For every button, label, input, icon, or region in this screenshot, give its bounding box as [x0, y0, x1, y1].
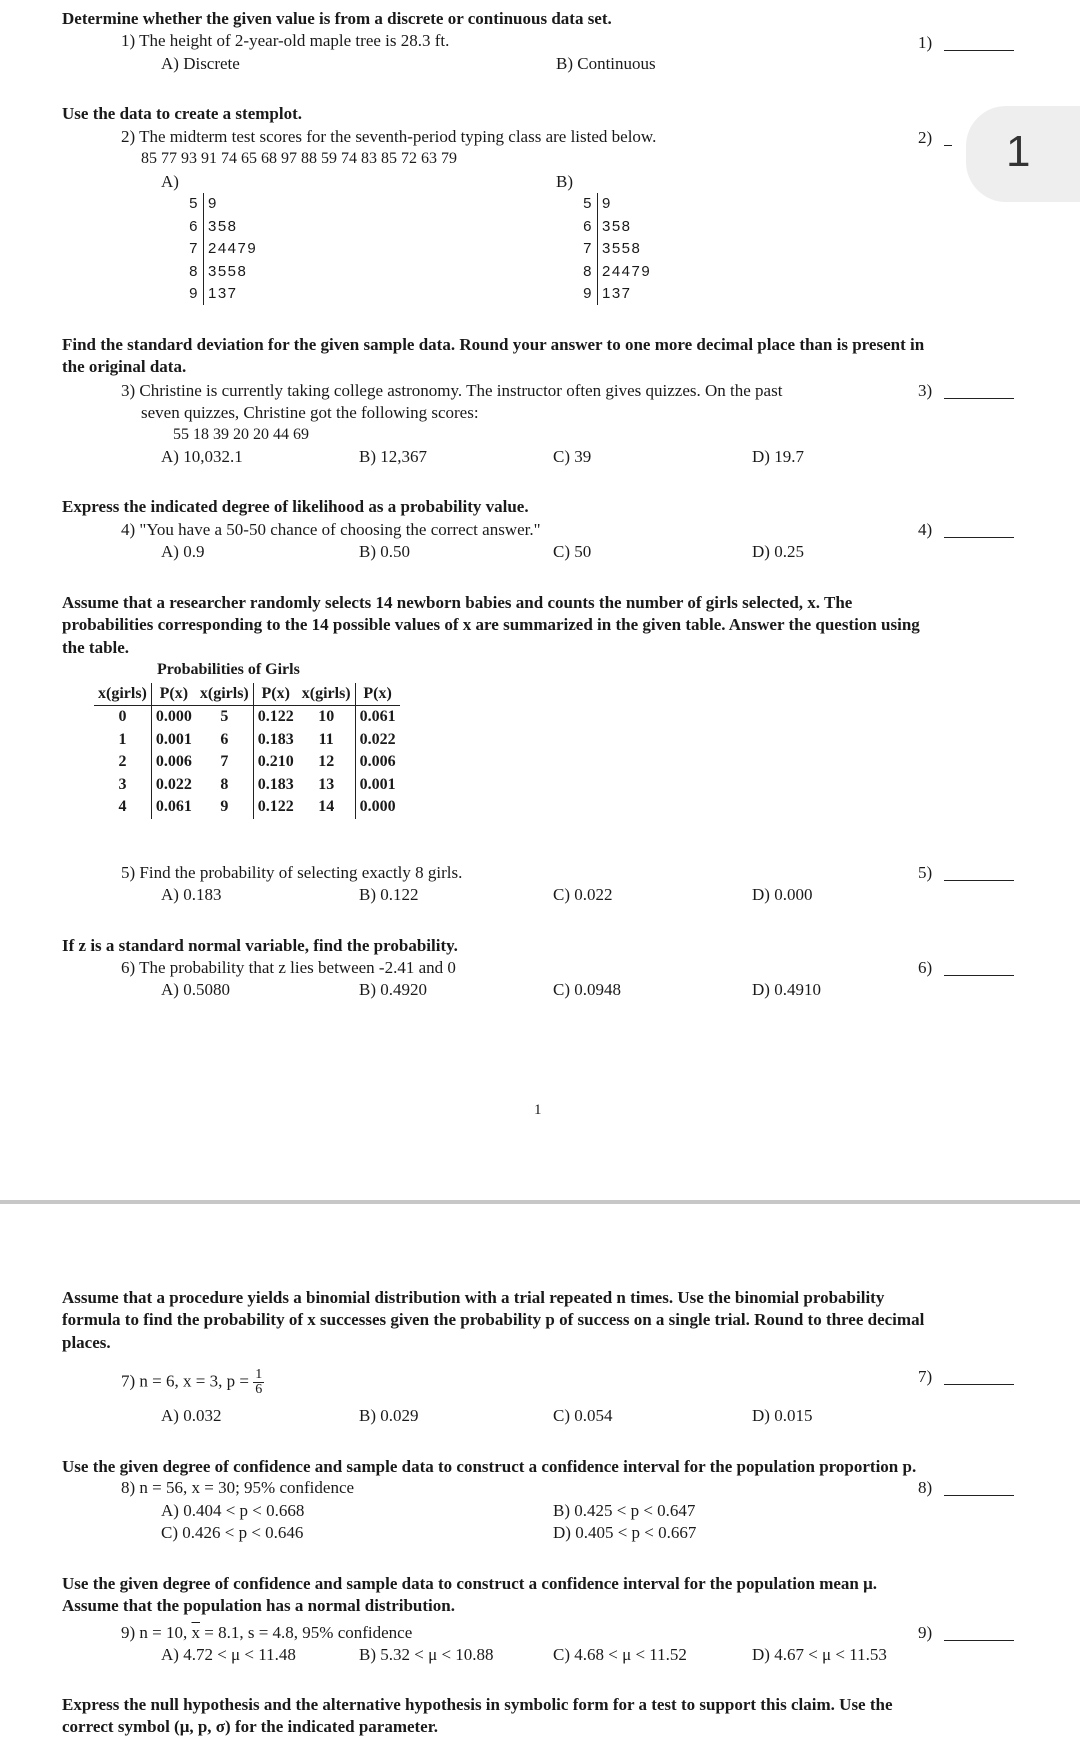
q9-option-d[interactable]: D) 4.67 < μ < 11.53 — [752, 1645, 887, 1664]
page-indicator-number: 1 — [1006, 127, 1031, 176]
q1-option-a[interactable]: A) Discrete — [161, 54, 240, 73]
stemplot-a — [186, 193, 306, 306]
stem: 8 — [189, 262, 199, 280]
q3-option-a[interactable]: A) 10,032.1 — [161, 447, 243, 466]
table-row — [94, 706, 400, 729]
header-cell: x(girls) — [94, 683, 151, 706]
q9-option-c[interactable]: C) 4.68 < μ < 11.52 — [553, 1645, 687, 1664]
header-cell: P(x) — [355, 683, 400, 706]
q3-text-line2: seven quizzes, Christine got the following scores: — [141, 403, 479, 422]
q3-instructions-line1: Find the standard deviation for the given sample data. Round your answer to one more decimal place than is present in — [62, 335, 925, 354]
leaves: 137 — [602, 285, 632, 302]
table-cell: 4 — [118, 798, 127, 816]
table-cell: 14 — [318, 798, 335, 816]
leaves: 358 — [602, 217, 632, 235]
q10-instructions-line2: correct symbol (μ, p, σ) for the indicated parameter. — [62, 1717, 438, 1736]
q8-option-b[interactable]: B) 0.425 < p < 0.647 — [553, 1501, 696, 1520]
table-cell: 0.122 — [253, 796, 298, 819]
table-cell: 10 — [318, 708, 335, 726]
leaves: 24479 — [208, 240, 258, 257]
table-cell: 9 — [220, 798, 229, 816]
q3-data: 55 18 39 20 20 44 69 — [173, 426, 309, 443]
stem: 5 — [189, 195, 199, 212]
q7-text — [121, 1368, 264, 1397]
q7-instructions-line3: places. — [62, 1333, 111, 1352]
page-indicator-badge — [966, 106, 1080, 202]
q1-number: 1) — [918, 33, 933, 52]
q7-option-a[interactable]: A) 0.032 — [161, 1406, 222, 1425]
q9-text-post: = 8.1, s = 4.8, 95% confidence — [200, 1623, 413, 1642]
q3-option-b[interactable]: B) 12,367 — [359, 447, 427, 466]
table-cell: 0.061 — [355, 706, 400, 729]
q2-text: 2) The midterm test scores for the seventh-period typing class are listed below. — [121, 127, 657, 146]
probability-table — [94, 683, 400, 819]
header-cell: x(girls) — [196, 683, 253, 706]
page-number: 1 — [534, 1102, 542, 1118]
table-cell: 0.001 — [355, 774, 400, 797]
stem: 9 — [583, 285, 593, 302]
table-cell: 13 — [318, 775, 335, 793]
q5-number: 5) — [918, 863, 933, 882]
q4-text: 4) "You have a 50-50 chance of choosing the correct answer." — [121, 520, 541, 539]
q9-instructions-line1: Use the given degree of confidence and sample data to construct a confidence interval for the population mean μ. — [62, 1574, 878, 1593]
q9-option-b[interactable]: B) 5.32 < μ < 10.88 — [359, 1645, 494, 1664]
q6-number: 6) — [918, 958, 933, 977]
q1-text: 1) The height of 2-year-old maple tree is 28.3 ft. — [121, 31, 450, 50]
q7-number: 7) — [918, 1367, 933, 1386]
q7-option-d[interactable]: D) 0.015 — [752, 1406, 813, 1425]
q2-number: 2) — [918, 128, 933, 147]
leaves: 24479 — [602, 262, 652, 280]
q3-answer-blank[interactable] — [944, 398, 1014, 399]
q2-instructions: Use the data to create a stemplot. — [62, 104, 302, 123]
table-cell: 12 — [318, 753, 335, 771]
q9-xbar: $\overline{x}$ — [191, 1623, 200, 1642]
table-cell: 6 — [220, 730, 229, 748]
header-cell: x(girls) — [298, 683, 355, 706]
q8-answer-blank[interactable] — [944, 1495, 1014, 1496]
q9-instructions-line2: Assume that the population has a normal distribution. — [62, 1596, 455, 1615]
table-cell: 0.122 — [253, 706, 298, 729]
q5-instructions-line2: probabilities corresponding to the 14 possible values of x are summarized in the given table. Answer the question using — [62, 615, 920, 634]
stem: 8 — [583, 262, 593, 280]
q6-option-a[interactable]: A) 0.5080 — [161, 980, 230, 999]
q5-option-a[interactable]: A) 0.183 — [161, 885, 222, 904]
q7-option-c[interactable]: C) 0.054 — [553, 1406, 613, 1425]
q5-instructions-line3: the table. — [62, 638, 130, 657]
q8-option-d[interactable]: D) 0.405 < p < 0.667 — [553, 1523, 697, 1542]
q9-answer-blank[interactable] — [944, 1640, 1014, 1641]
q9-number: 9) — [918, 1623, 933, 1642]
q10-instructions-line1: Express the null hypothesis and the alternative hypothesis in symbolic form for a test to support this claim. Use the — [62, 1695, 893, 1714]
q7-answer-blank[interactable] — [944, 1384, 1014, 1385]
q3-text-line1: 3) Christine is currently taking college astronomy. The instructor often gives quizzes. On the past — [121, 381, 783, 400]
q4-number: 4) — [918, 520, 933, 539]
q5-text: 5) Find the probability of selecting exactly 8 girls. — [121, 863, 463, 882]
table-cell: 2 — [118, 753, 127, 771]
leaves: 9 — [602, 195, 612, 212]
probability-table-title: Probabilities of Girls — [157, 661, 300, 678]
table-cell: 7 — [220, 753, 229, 771]
q6-option-c[interactable]: C) 0.0948 — [553, 980, 621, 999]
table-cell: 0.183 — [253, 729, 298, 752]
q7-text-main: 7) n = 6, x = 3, p = — [121, 1371, 249, 1391]
stem: 5 — [583, 195, 593, 212]
header-cell: P(x) — [253, 683, 298, 706]
q8-text: 8) n = 56, x = 30; 95% confidence — [121, 1478, 355, 1497]
q7-instructions-line2: formula to find the probability of x successes given the probability p of success on a single trial. Round to three decimal — [62, 1310, 925, 1329]
q6-answer-blank[interactable] — [944, 975, 1014, 976]
table-cell: 0.006 — [355, 751, 400, 774]
table-cell: 1 — [118, 730, 127, 748]
q7-instructions-line1: Assume that a procedure yields a binomial distribution with a trial repeated n times. Use the binomial probability — [62, 1288, 885, 1307]
leaves: 3558 — [602, 240, 642, 257]
q1-answer-blank[interactable] — [944, 50, 1014, 51]
table-cell: 8 — [220, 775, 229, 793]
q5-instructions-line1: Assume that a researcher randomly selects 14 newborn babies and counts the number of girls selected, x. The — [62, 593, 853, 612]
stem: 9 — [189, 285, 199, 302]
stem: 6 — [583, 217, 593, 235]
q7-fraction-numerator: 1 — [255, 1367, 263, 1382]
q9-text-pre: 9) n = 10, — [121, 1623, 192, 1642]
q2-option-a-label[interactable]: A) — [161, 172, 179, 191]
q3-option-d[interactable]: D) 19.7 — [752, 447, 804, 466]
table-cell: 0 — [118, 708, 127, 726]
table-header-row — [94, 683, 400, 706]
stemplot-b — [580, 193, 700, 306]
q8-option-c[interactable]: C) 0.426 < p < 0.646 — [161, 1523, 304, 1542]
q2-answer-blank[interactable] — [944, 145, 952, 146]
header-cell: P(x) — [151, 683, 196, 706]
q5-answer-blank[interactable] — [944, 880, 1014, 881]
q6-option-d[interactable]: D) 0.4910 — [752, 980, 821, 999]
q5-option-d[interactable]: D) 0.000 — [752, 885, 813, 904]
table-cell: 5 — [220, 708, 229, 726]
leaves: 3558 — [208, 262, 248, 280]
q6-option-b[interactable]: B) 0.4920 — [359, 980, 427, 999]
table-cell: 0.001 — [151, 729, 196, 752]
table-row — [94, 774, 400, 797]
q4-option-d[interactable]: D) 0.25 — [752, 542, 804, 561]
q5-option-c[interactable]: C) 0.022 — [553, 885, 613, 904]
q4-option-c[interactable]: C) 50 — [553, 542, 592, 561]
q4-instructions: Express the indicated degree of likelihood as a probability value. — [62, 497, 529, 516]
table-cell: 0.022 — [355, 729, 400, 752]
q4-answer-blank[interactable] — [944, 537, 1014, 538]
table-cell: 0.000 — [151, 706, 196, 729]
table-cell: 0.022 — [151, 774, 196, 797]
leaves: 358 — [208, 217, 238, 235]
table-cell: 0.006 — [151, 751, 196, 774]
q2-data: 85 77 93 91 74 65 68 97 88 59 74 83 85 72 63 79 — [141, 150, 457, 167]
q3-option-c[interactable]: C) 39 — [553, 447, 592, 466]
q9-option-a[interactable]: A) 4.72 < μ < 11.48 — [161, 1645, 296, 1664]
table-row — [94, 751, 400, 774]
q8-option-a[interactable]: A) 0.404 < p < 0.668 — [161, 1501, 305, 1520]
q6-instructions: If z is a standard normal variable, find the probability. — [62, 936, 458, 955]
q6-text: 6) The probability that z lies between -2.41 and 0 — [121, 958, 456, 977]
q1-option-b[interactable]: B) Continuous — [556, 54, 656, 73]
table-cell: 0.210 — [253, 751, 298, 774]
stem: 7 — [189, 240, 199, 257]
q9-text — [121, 1623, 412, 1643]
table-cell: 3 — [118, 775, 127, 793]
q5-option-b[interactable]: B) 0.122 — [359, 885, 419, 904]
q3-instructions-line2: the original data. — [62, 357, 187, 376]
q3-number: 3) — [918, 381, 933, 400]
q1-instructions: Determine whether the given value is from a discrete or continuous data set. — [62, 9, 612, 28]
stem: 7 — [583, 240, 593, 257]
q7-fraction — [253, 1368, 264, 1397]
table-cell: 0.183 — [253, 774, 298, 797]
q8-instructions: Use the given degree of confidence and sample data to construct a confidence interval for the population proportion p. — [62, 1457, 917, 1476]
table-row — [94, 796, 400, 819]
leaves: 137 — [208, 285, 238, 302]
table-cell: 0.061 — [151, 796, 196, 819]
leaves: 9 — [208, 195, 218, 212]
table-row — [94, 729, 400, 752]
table-cell: 0.000 — [355, 796, 400, 819]
q7-fraction-denominator: 6 — [255, 1382, 263, 1397]
q4-option-a[interactable]: A) 0.9 — [161, 542, 205, 561]
q7-option-b[interactable]: B) 0.029 — [359, 1406, 419, 1425]
q4-option-b[interactable]: B) 0.50 — [359, 542, 410, 561]
stem: 6 — [189, 217, 199, 235]
q8-number: 8) — [918, 1478, 933, 1497]
q2-option-b-label[interactable]: B) — [556, 172, 573, 191]
table-cell: 11 — [318, 730, 334, 748]
